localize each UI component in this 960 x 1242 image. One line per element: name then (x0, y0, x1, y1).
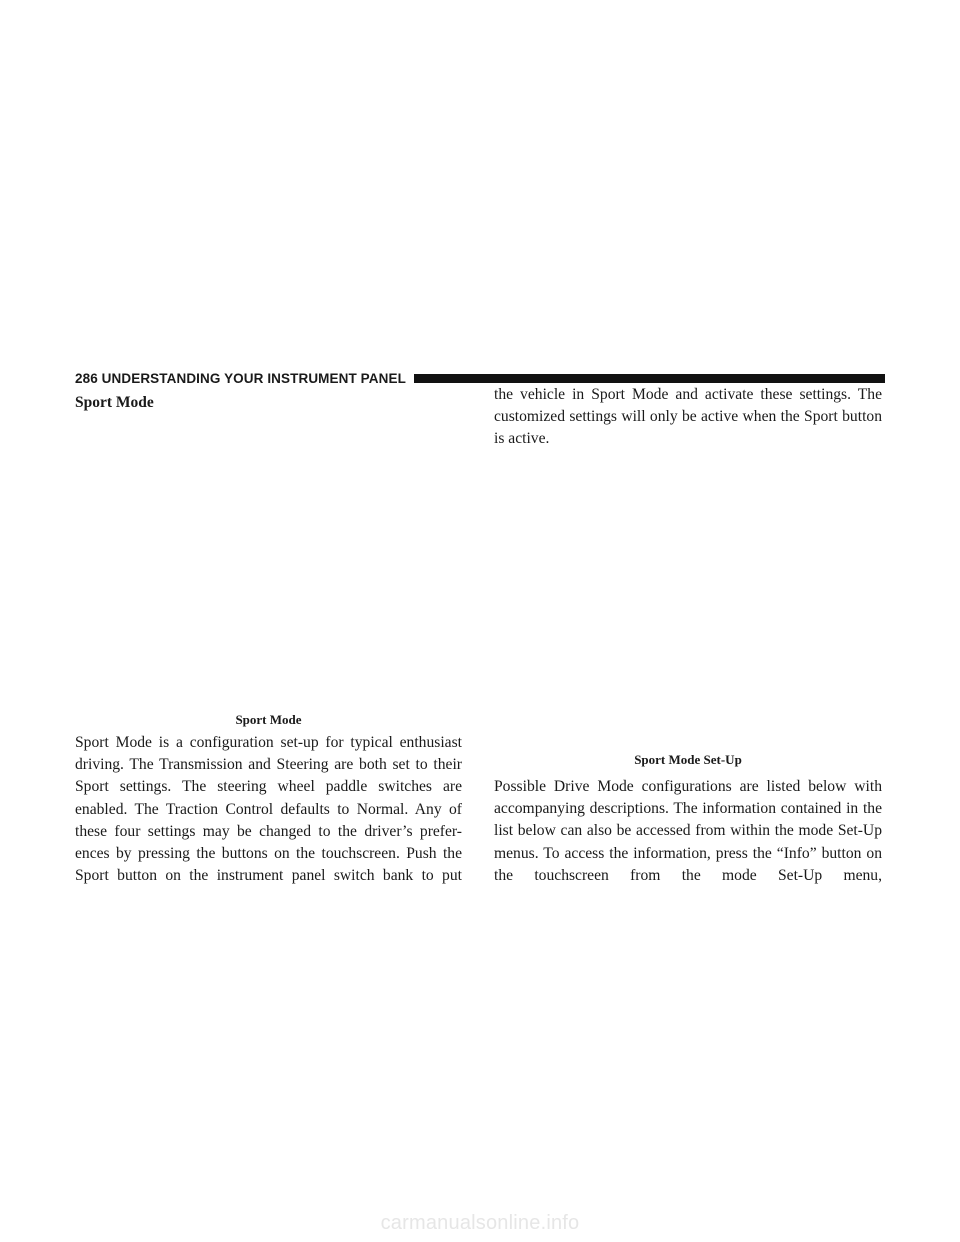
paragraph-sport-mode-continued: the vehicle in Sport Mode and activate these settings. The customized settings will only be active when the Sport button is active. (494, 386, 882, 448)
watermark-text: carmanualsonline.info (380, 1212, 580, 1234)
header-rule (414, 374, 885, 383)
page-number-section-title: 286 UNDERSTANDING YOUR INSTRUMENT PANEL (75, 370, 406, 386)
section-heading: Sport Mode (75, 394, 154, 411)
paragraph-sport-mode-description: Sport Mode is a configuration set-up for typical enthusiast driving. The Transmission and Steering are both set to their Sport settings. The steering wheel paddle switches are enabled. The Traction Control defaults to Normal. Any of these four settings may be changed to the driver’s prefer-ences by pressing the buttons on the touchscreen. Push the Sport button on the instrument panel switch bank to put (75, 734, 462, 885)
figure-caption-sport-mode-setup: Sport Mode Set-Up (634, 752, 742, 767)
paragraph-drive-mode-configurations: Possible Drive Mode configurations are listed below with accompanying descriptions. The information contained in the list below can also be accessed from within the mode Set-Up menus. To access the information, press the “Info” button on the touchscreen from the mode Set-Up menu, (494, 778, 882, 884)
figure-caption-sport-mode: Sport Mode (235, 712, 302, 727)
